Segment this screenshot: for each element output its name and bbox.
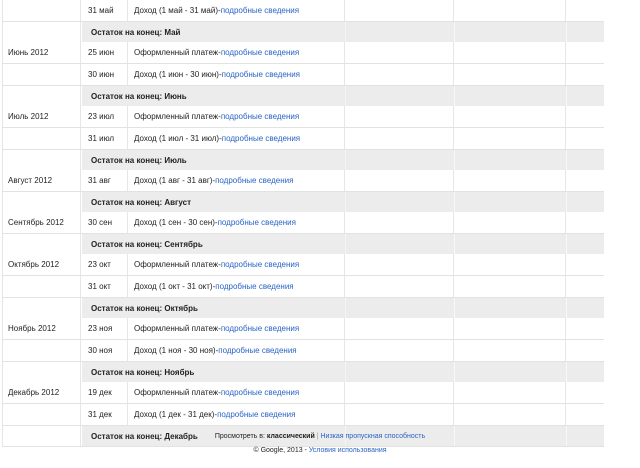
date-label: 23 окт [88,260,111,269]
description-text: Оформленный платеж [134,388,219,397]
details-link[interactable]: подробные сведения [221,134,301,143]
amount-cell [455,340,566,361]
balance-label-text: Остаток на конец: Сентябрь [91,239,203,249]
date-label: 31 окт [88,282,111,291]
balance-amount-cell [346,150,455,170]
amount-cell [455,254,566,275]
date-label: 23 ноя [88,324,113,333]
description-cell [129,106,345,127]
description-text: Оформленный платеж [134,324,219,333]
balance-amount-cell [455,234,567,254]
details-link[interactable]: подробные сведения [220,48,300,57]
month-label: Декабрь 2012 [8,388,60,397]
amount-cell [346,318,454,339]
amount-cell [455,106,566,127]
table-row [2,106,604,128]
month-cell [2,362,81,382]
month-label: Октябрь 2012 [8,260,60,269]
date-cell [82,0,128,21]
month-cell [2,170,81,191]
description-cell [129,128,345,149]
details-link[interactable]: подробные сведения [220,112,300,121]
amount-cell [346,170,454,191]
description-cell [129,340,345,361]
details-link[interactable]: подробные сведения [218,346,297,355]
balance-amount-cell [455,362,567,382]
balance-cell [567,106,604,127]
month-cell [2,340,81,361]
month-label: Август 2012 [8,176,53,185]
balance-cell [567,42,604,63]
balance-cell [567,254,604,275]
description-separator: - [218,6,221,15]
view-switcher [0,433,640,440]
description-separator: - [218,260,221,269]
amount-cell [455,404,566,425]
balance-label [82,362,346,382]
description-text: Доход (1 июн - 30 июн) [134,70,219,79]
details-link[interactable]: подробные сведения [217,410,296,419]
details-link[interactable]: подробные сведения [221,70,300,79]
amount-cell [346,254,454,275]
date-label: 31 дек [88,410,112,419]
balance-row [2,234,604,254]
table-row [2,42,604,64]
table-row [2,382,604,404]
month-cell [2,86,81,106]
balance-amount-cell [455,22,567,42]
details-link[interactable]: подробные сведения [220,324,300,333]
balance-row [2,150,604,170]
month-cell [2,64,81,85]
balance-amount-cell [455,298,567,318]
balance-amount-cell [455,150,567,170]
description-cell [129,212,345,233]
date-cell [82,254,128,275]
details-link[interactable]: подробные сведения [220,388,300,397]
description-text: Доход (1 май - 31 май) [134,6,219,15]
description-cell [129,382,345,403]
table-row [2,254,604,276]
description-separator: - [219,134,222,143]
description-text: Оформленный платеж [134,112,219,121]
date-cell [82,212,128,233]
description-separator: - [215,346,219,355]
description-separator: - [214,410,218,419]
month-cell [2,298,81,318]
balance-cell [567,0,604,21]
view-classic-label: классический [266,433,315,440]
table-row [2,318,604,340]
month-cell [2,0,81,21]
month-label: Сентябрь 2012 [8,218,64,227]
amount-cell [346,64,454,85]
month-label: Июнь 2012 [8,48,49,57]
amount-cell [455,382,566,403]
description-separator: - [218,324,221,333]
balance-cell [567,340,604,361]
month-cell [2,128,81,149]
table-row [2,170,604,192]
amount-cell [346,0,454,21]
terms-link[interactable]: Условия использования [308,447,387,454]
amount-cell [455,42,566,63]
description-separator: - [218,70,222,79]
month-cell [2,42,81,63]
balance-row [2,362,604,382]
balance-row [2,86,604,106]
balance-label-text: Остаток на конец: Июль [91,155,187,165]
amount-cell [455,0,566,21]
month-cell [2,192,81,212]
date-label: 30 ноя [88,346,113,355]
balance-amount-cell [455,86,567,106]
details-link[interactable]: подробные сведения [220,6,300,15]
month-cell [2,254,81,275]
balance-cell [567,128,604,149]
date-label: 25 июн [88,48,115,57]
balance-amount-cell [346,234,455,254]
month-cell [2,382,81,403]
description-text: Оформленный платеж [134,48,219,57]
date-cell [82,404,128,425]
description-cell [129,318,345,339]
description-text: Доход (1 окт - 31 окт) [134,282,213,291]
balance-label-text: Остаток на конец: Май [91,27,181,37]
balance-label [82,234,346,254]
description-cell [129,0,345,21]
description-cell [129,64,345,85]
description-separator: - [214,218,218,227]
balance-label-text: Остаток на конец: Декабрь [91,431,198,441]
amount-cell [346,106,454,127]
copyright-line [0,447,640,454]
balance-amount-cell [455,192,567,212]
amount-cell [455,170,566,191]
date-label: 30 июн [88,70,115,79]
description-cell [129,404,345,425]
balance-label [82,192,346,212]
table-row [2,404,604,426]
date-label: 31 авг [88,176,111,185]
month-cell [2,234,81,254]
details-link[interactable]: подробные сведения [220,260,300,269]
balance-label [82,22,346,42]
description-cell [129,42,345,63]
description-separator: - [218,388,221,397]
balance-amount-cell [346,362,455,382]
description-separator: - [218,48,221,57]
date-label: 23 июл [88,112,115,121]
amount-cell [455,318,566,339]
balance-label [82,150,346,170]
amount-cell [346,340,454,361]
table-row [2,128,604,150]
balance-label-text: Остаток на конец: Июнь [91,91,187,101]
date-cell [82,42,128,63]
date-label: 31 май [88,6,114,15]
amount-cell [346,382,454,403]
amount-cell [455,276,566,297]
balance-label-text: Остаток на конец: Август [91,197,191,207]
date-cell [82,318,128,339]
balance-cell [567,212,604,233]
month-cell [2,212,81,233]
description-text: Доход (1 ноя - 30 ноя) [134,346,216,355]
balance-amount-cell [346,86,455,106]
description-separator: - [218,112,221,121]
date-label: 31 июл [88,134,115,143]
date-label: 19 дек [88,388,112,397]
description-text: Оформленный платеж [134,260,219,269]
balance-cell [567,64,604,85]
description-separator: - [212,176,216,185]
amount-cell [346,212,454,233]
details-link[interactable]: подробные сведения [215,282,294,291]
balance-cell [567,404,604,425]
view-prefix: Просмотреть в: [214,433,267,440]
table-row [2,0,604,22]
month-cell [2,404,81,425]
description-text: Доход (1 авг - 31 авг) [134,176,213,185]
description-separator: - [212,282,216,291]
balance-label [82,298,346,318]
balance-label-text: Остаток на конец: Октябрь [91,303,198,313]
month-cell [2,22,81,42]
table-row [2,212,604,234]
balance-row [2,22,604,42]
table-row [2,340,604,362]
balance-amount-cell [346,298,455,318]
balance-row [2,192,604,212]
footer-separator: | [314,433,321,440]
details-link[interactable]: подробные сведения [217,218,296,227]
date-cell [82,170,128,191]
amount-cell [346,128,454,149]
date-cell [82,382,128,403]
transactions-table [2,0,604,468]
description-cell [129,276,345,297]
date-cell [82,64,128,85]
month-cell [2,276,81,297]
month-label: Июль 2012 [8,112,49,121]
balance-cell [567,170,604,191]
amount-cell [346,42,454,63]
amount-cell [455,128,566,149]
amount-cell [455,212,566,233]
details-link[interactable]: подробные сведения [215,176,294,185]
date-label: 30 сен [88,218,112,227]
balance-amount-cell [346,192,455,212]
balance-label-text: Остаток на конец: Ноябрь [91,367,195,377]
balance-cell [567,318,604,339]
description-cell [129,254,345,275]
amount-cell [346,404,454,425]
date-cell [82,106,128,127]
date-cell [82,128,128,149]
description-text: Доход (1 дек - 31 дек) [134,410,215,419]
table-row [2,276,604,298]
amount-cell [346,276,454,297]
table-row [2,64,604,86]
description-text: Доход (1 сен - 30 сен) [134,218,215,227]
balance-row [2,298,604,318]
month-cell [2,106,81,127]
description-text: Доход (1 июл - 31 июл) [134,134,220,143]
date-cell [82,276,128,297]
balance-amount-cell [346,22,455,42]
balance-cell [567,382,604,403]
description-cell [129,170,345,191]
copyright-text: © Google, 2013 - [253,447,309,454]
month-cell [2,150,81,170]
low-bandwidth-link[interactable]: Низкая пропускная способность [320,433,426,440]
month-label: Ноябрь 2012 [8,324,56,333]
date-cell [82,340,128,361]
balance-cell [567,276,604,297]
month-cell [2,318,81,339]
amount-cell [455,64,566,85]
balance-label [82,86,346,106]
